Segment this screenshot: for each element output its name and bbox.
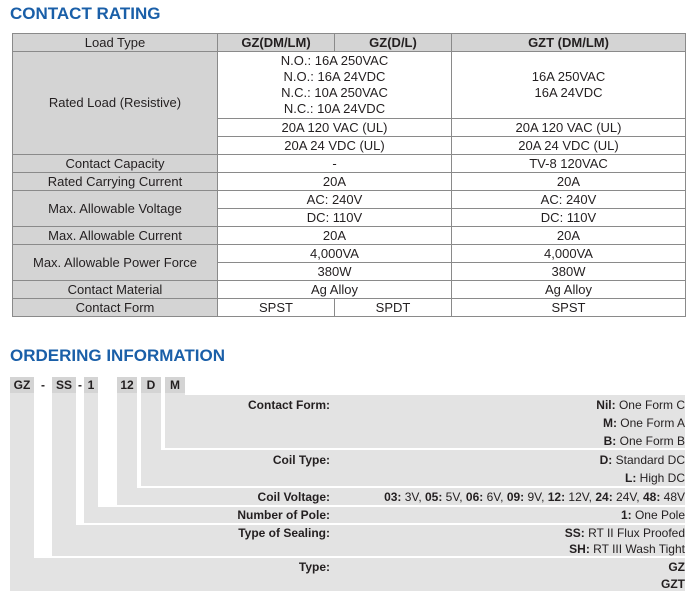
contact-capacity-label: Contact Capacity	[13, 155, 218, 173]
code-coil-voltage: 12	[117, 377, 137, 393]
rated-load-gz-line: N.O.: 16A 250VAC	[280, 53, 389, 68]
contact-material-label: Contact Material	[13, 281, 218, 299]
option-value: 3V,	[401, 490, 425, 504]
gzt-header: GZT (DM/LM)	[452, 34, 686, 52]
option-key: M:	[602, 416, 617, 430]
option-value: 24V,	[612, 490, 643, 504]
option-key: 06:	[465, 490, 484, 504]
rated-load-gzt-ul2: 20A 24 VDC (UL)	[452, 137, 686, 155]
max-power-gzt-w: 380W	[452, 263, 686, 281]
code-contact-form: M	[165, 377, 185, 393]
rated-load-gzt-line: 16A 24VDC	[534, 85, 603, 100]
option-value: 6V,	[483, 490, 507, 504]
option-d	[600, 451, 685, 469]
band-pole-stem	[84, 393, 98, 523]
table-row	[13, 245, 686, 263]
option-value: 9V,	[524, 490, 548, 504]
option-value: 12V,	[565, 490, 596, 504]
option-value: RT III Wash Tight	[589, 542, 685, 556]
rated-load-gz	[218, 52, 452, 119]
contact-capacity-gzt: TV-8 120VAC	[452, 155, 686, 173]
rated-carrying-current-gz: 20A	[218, 173, 452, 191]
max-power-gz-va: 4,000VA	[218, 245, 452, 263]
option-value: One Form A	[616, 416, 685, 430]
contact-capacity-gz: -	[218, 155, 452, 173]
rated-load-gz-ul1: 20A 120 VAC (UL)	[218, 119, 452, 137]
sealing-field-label: Type of Sealing:	[238, 526, 330, 540]
table-row	[13, 52, 686, 119]
rated-load-gzt	[452, 52, 686, 119]
table-row	[13, 299, 686, 317]
rated-load-gzt-line: 16A 250VAC	[531, 69, 606, 84]
table-row	[13, 281, 686, 299]
option-value: One Form C	[615, 398, 685, 412]
table-row	[13, 155, 686, 173]
coil-voltage-options	[384, 488, 685, 506]
option-key: 12:	[547, 490, 566, 504]
type-field-label: Type:	[298, 560, 330, 574]
coil-voltage-field-label: Coil Voltage:	[257, 490, 330, 504]
option-one-pole	[621, 506, 685, 524]
option-key: 48:	[642, 490, 661, 504]
max-voltage-gzt-ac: AC: 240V	[452, 191, 686, 209]
max-current-gzt: 20A	[452, 227, 686, 245]
option-gz	[668, 558, 685, 576]
option-l	[625, 469, 685, 487]
max-current-gz: 20A	[218, 227, 452, 245]
option-value: Standard DC	[612, 453, 685, 467]
contact-form-field-label: Contact Form:	[248, 398, 330, 412]
option-value: High DC	[636, 471, 685, 485]
option-value: One Form B	[616, 434, 685, 448]
table-row	[13, 227, 686, 245]
option-value: 48V	[660, 490, 685, 504]
max-voltage-gz-dc: DC: 110V	[218, 209, 452, 227]
max-power-gz-w: 380W	[218, 263, 452, 281]
max-power-gzt-va: 4,000VA	[452, 245, 686, 263]
band-type	[10, 558, 685, 591]
contact-rating-title: CONTACT RATING	[10, 4, 161, 23]
option-key: GZT	[661, 577, 685, 591]
table-row	[13, 173, 686, 191]
rated-carrying-current-label: Rated Carrying Current	[13, 173, 218, 191]
coil-type-field-label: Coil Type:	[272, 453, 330, 467]
rated-load-label: Rated Load (Resistive)	[13, 52, 218, 155]
rated-load-gz-line: N.C.: 10A 250VAC	[281, 85, 388, 100]
option-key: 09:	[506, 490, 525, 504]
table-row	[13, 191, 686, 209]
option-key: SH:	[569, 542, 590, 556]
max-voltage-gz-ac: AC: 240V	[218, 191, 452, 209]
option-gzt	[661, 575, 685, 593]
rated-carrying-current-gzt: 20A	[452, 173, 686, 191]
contact-form-gz-dm-lm: SPST	[218, 299, 335, 317]
rated-load-gz-line: N.C.: 10A 24VDC	[283, 101, 386, 116]
rated-load-gzt-ul1: 20A 120 VAC (UL)	[452, 119, 686, 137]
option-key: 05:	[424, 490, 443, 504]
option-m	[603, 414, 685, 432]
rated-load-gz-ul2: 20A 24 VDC (UL)	[218, 137, 452, 155]
contact-material-gzt: Ag Alloy	[452, 281, 686, 299]
num-pole-field-label: Number of Pole:	[237, 508, 330, 522]
option-key: L:	[624, 471, 637, 485]
contact-rating-table	[12, 33, 686, 317]
option-key: 1:	[620, 508, 632, 522]
option-key: B:	[603, 434, 617, 448]
option-key: Nil:	[596, 398, 616, 412]
max-voltage-gzt-dc: DC: 110V	[452, 209, 686, 227]
option-key: D:	[599, 453, 613, 467]
option-key: GZ	[668, 560, 685, 574]
load-type-header: Load Type	[13, 34, 218, 52]
option-nil	[596, 396, 685, 414]
ordering-info-title: ORDERING INFORMATION	[10, 346, 226, 365]
code-coil-type: D	[141, 377, 161, 393]
option-b	[604, 432, 685, 450]
option-key: SS:	[564, 526, 585, 540]
code-dash: -	[41, 378, 45, 392]
rated-load-gz-line: N.O.: 16A 24VDC	[283, 69, 386, 84]
option-value: One Pole	[631, 508, 685, 522]
option-sh	[569, 540, 685, 558]
option-value: RT II Flux Proofed	[584, 526, 685, 540]
code-sealing: SS	[52, 377, 76, 393]
option-key: 03:	[384, 490, 402, 504]
code-dash: -	[78, 378, 82, 392]
contact-form-label: Contact Form	[13, 299, 218, 317]
code-pole: 1	[84, 377, 98, 393]
option-value: 5V,	[442, 490, 466, 504]
contact-form-gzt: SPST	[452, 299, 686, 317]
table-header-row	[13, 34, 686, 52]
code-type: GZ	[10, 377, 34, 393]
option-key: 24:	[595, 490, 613, 504]
contact-form-gz-d-l: SPDT	[335, 299, 452, 317]
band-pole	[84, 507, 685, 523]
contact-material-gz: Ag Alloy	[218, 281, 452, 299]
gz-d-l-header: GZ(D/L)	[335, 34, 452, 52]
max-voltage-label: Max. Allowable Voltage	[13, 191, 218, 227]
gz-dm-lm-header: GZ(DM/LM)	[218, 34, 335, 52]
max-power-label: Max. Allowable Power Force	[13, 245, 218, 281]
max-current-label: Max. Allowable Current	[13, 227, 218, 245]
